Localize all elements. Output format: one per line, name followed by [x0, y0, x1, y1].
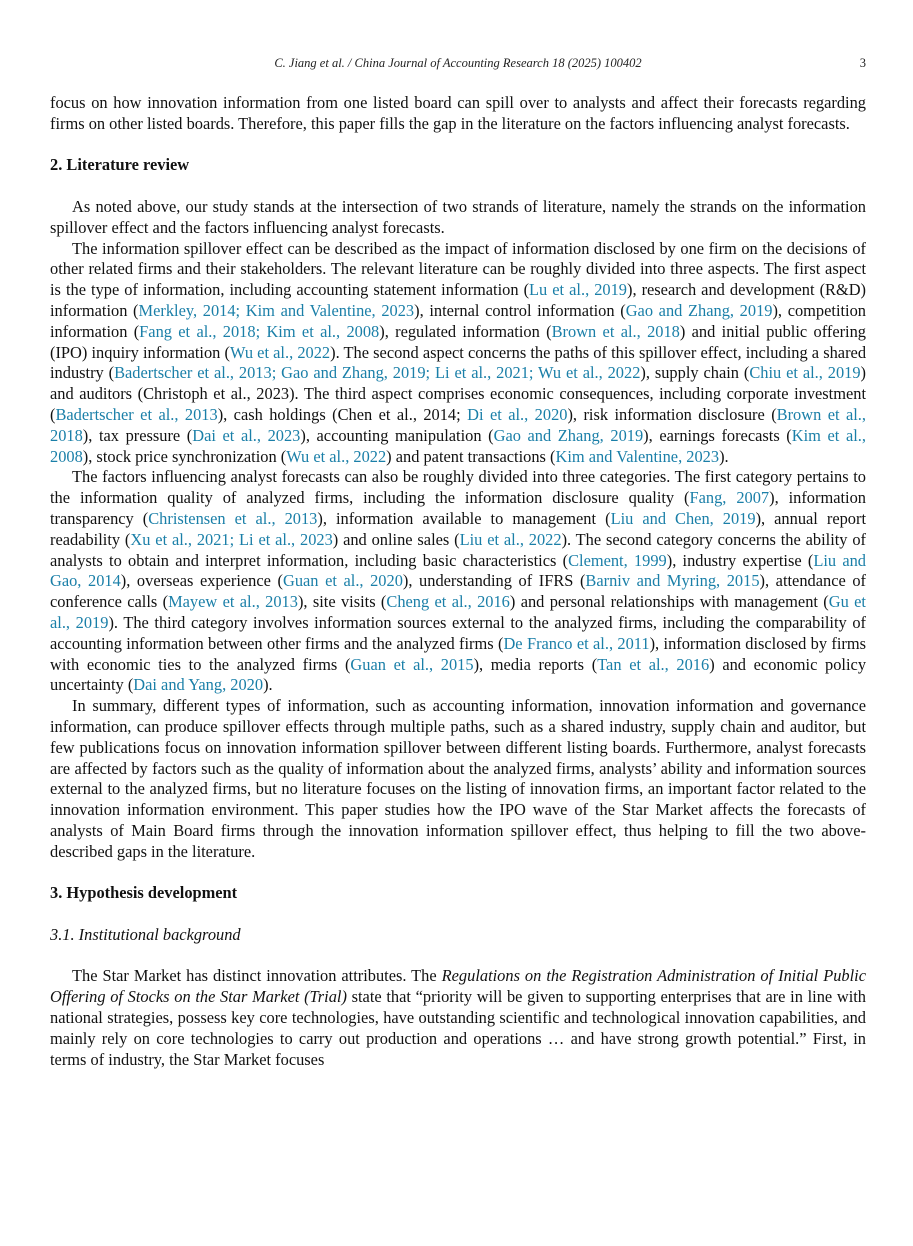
article-body	[50, 93, 866, 1070]
citation-link[interactable]: Brown et al., 2018	[551, 321, 680, 341]
citation-link[interactable]: Liu and Gao, 2014	[50, 550, 867, 591]
citation-link[interactable]: Di et al., 2020	[467, 404, 568, 424]
literature-paragraph-3: The factors influencing analyst forecasts can also be roughly divided into three categories. The first category pertains to the information quality of analyzed firms, including the information disclosure quality (Fang, 2007), information transparency (Christensen et al., 2013), information available to management (Liu and Chen, 2019), annual report readability (Xu et al., 2021; Li et al., 2023) and online sales (Liu et al., 2022). The second category concerns the ability of analysts to obtain and interpret information, including basic characteristics (Clement, 1999), industry expertise (Liu and Gao, 2014), overseas experience (Guan et al., 2020), understanding of IFRS (Barniv and Myring, 2015), attendance of conference calls (Mayew et al., 2013), site visits (Cheng et al., 2016) and personal relationships with management (Gu et al., 2019). The third category involves information sources external to the analyzed firms, including the comparability of accounting information between other firms and the analyzed firms (De Franco et al., 2011), information disclosed by firms with economic ties to the analyzed firms (Guan et al., 2015), media reports (Tan et al., 2016) and economic policy uncertainty (Dai and Yang, 2020).	[50, 467, 867, 695]
citation-link[interactable]: Lu et al., 2019	[529, 280, 627, 300]
citation-link[interactable]: Kim et al., 2008	[50, 425, 866, 466]
citation-link[interactable]: Cheng et al., 2016	[386, 592, 510, 612]
citation-link[interactable]: Wu et al., 2022	[286, 446, 387, 466]
citation-link[interactable]: De Franco et al., 2011	[503, 633, 650, 653]
citation-link[interactable]: Liu et al., 2022	[459, 529, 562, 549]
citation-link[interactable]: Brown et al., 2018	[50, 404, 866, 445]
citation-link[interactable]: Wu et al., 2022	[230, 342, 331, 362]
citation-link[interactable]: Fang, 2007	[689, 488, 770, 508]
regulation-title: Regulations on the Registration Administration of Initial Public Offering of Stocks on the Star Market (Trial)	[50, 966, 866, 1007]
citation-link[interactable]: Tan et al., 2016	[597, 654, 710, 674]
citation-link[interactable]: Guan et al., 2015	[350, 654, 474, 674]
citation-link[interactable]: Clement, 1999	[568, 550, 667, 570]
citation-link[interactable]: Gao and Zhang, 2019	[625, 300, 773, 320]
citation-link[interactable]: Dai and Yang, 2020	[133, 675, 264, 695]
citation-link[interactable]: Kim and Valentine, 2023	[555, 446, 720, 466]
citation-link[interactable]: Liu and Chen, 2019	[610, 508, 756, 528]
citation-link[interactable]: Fang et al., 2018; Kim et al., 2008	[139, 321, 380, 341]
running-title: C. Jiang et al. / China Journal of Accounting Research 18 (2025) 100402	[274, 56, 642, 70]
institutional-background-paragraph: The Star Market has distinct innovation attributes. The Regulations on the Registration Administration of Initial Public Offering of Stocks on the Star Market (Trial) state that “priority will be given to supporting enterprises that are in line with national strategies, possess key core technologies, have outstanding scientific and technological innovation capabilities, and mainly rely on core technologies to carry out production and operations … and have strong growth potential.” First, in terms of industry, the Star Market focuses	[50, 966, 867, 1069]
subsection-heading-institutional-background: 3.1. Institutional background	[50, 924, 241, 944]
citation-link[interactable]: Chiu et al., 2019	[749, 363, 861, 383]
citation-link[interactable]: Badertscher et al., 2013; Gao and Zhang, 2019; Li et al., 2021; Wu et al., 2022	[114, 363, 641, 383]
section-heading-literature-review: 2. Literature review	[50, 155, 190, 175]
citation-link[interactable]: Guan et al., 2020	[282, 571, 403, 591]
citation-link[interactable]: Gao and Zhang, 2019	[493, 425, 644, 445]
citation-link[interactable]: Christensen et al., 2013	[148, 508, 318, 528]
citation-link[interactable]: Xu et al., 2021; Li et al., 2023	[130, 529, 333, 549]
intro-tail-paragraph: focus on how innovation information from one listed board can spill over to analysts and affect their forecasts regarding firms on other listed boards. Therefore, this paper fills the gap in the literature on the factors influencing analyst forecasts.	[50, 93, 866, 133]
page-number: 3	[859, 56, 866, 70]
citation-link[interactable]: Mayew et al., 2013	[168, 592, 298, 612]
citation-link[interactable]: Merkley, 2014; Kim and Valentine, 2023	[138, 300, 415, 320]
running-head	[50, 56, 866, 72]
literature-paragraph-2: The information spillover effect can be described as the impact of information disclosed by one firm on the decisions of other related firms and their stakeholders. The relevant literature can be roughly divided into three aspects. The first aspect is the type of information, including accounting statement information (Lu et al., 2019), research and development (R&D) information (Merkley, 2014; Kim and Valentine, 2023), internal control information (Gao and Zhang, 2019), competition information (Fang et al., 2018; Kim et al., 2008), regulated information (Brown et al., 2018) and initial public offering (IPO) inquiry information (Wu et al., 2022). The second aspect concerns the paths of this spillover effect, including a shared industry (Badertscher et al., 2013; Gao and Zhang, 2019; Li et al., 2021; Wu et al., 2022), supply chain (Chiu et al., 2019) and auditors (Christoph et al., 2023). The third aspect comprises economic consequences, including corporate investment (Badertscher et al., 2013), cash holdings (Chen et al., 2014; Di et al., 2020), risk information disclosure (Brown et al., 2018), tax pressure (Dai et al., 2023), accounting manipulation (Gao and Zhang, 2019), earnings forecasts (Kim et al., 2008), stock price synchronization (Wu et al., 2022) and patent transactions (Kim and Valentine, 2023).	[50, 238, 867, 466]
citation-link[interactable]: Dai et al., 2023	[192, 425, 301, 445]
section-heading-hypothesis-development: 3. Hypothesis development	[50, 883, 238, 903]
literature-paragraph-1: As noted above, our study stands at the intersection of two strands of literature, namely the strands on the information spillover effect and the factors influencing analyst forecasts.	[50, 196, 866, 237]
citation-link[interactable]: Barniv and Myring, 2015	[585, 571, 760, 591]
citation-link[interactable]: Badertscher et al., 2013	[55, 404, 218, 424]
citation-link[interactable]: Gu et al., 2019	[50, 592, 866, 632]
literature-paragraph-4: In summary, different types of information, such as accounting information, innovation information and governance information, can produce spillover effects through multiple paths, such as a shared industry, supply chain and auditor, but few publications focus on innovation information spillover between different listing boards. Furthermore, analyst forecasts are affected by factors such as the quality of information about the analyzed firms, analysts’ ability and information sources external to the analyzed firms, but no literature focuses on the listing of innovation firms, an important factor related to the innovation information environment. This paper studies how the IPO wave of the Star Market affects the forecasts of analysts of Main Board firms through the innovation information spillover effect, thus helping to fill the two above-described gaps in the literature.	[50, 696, 866, 861]
